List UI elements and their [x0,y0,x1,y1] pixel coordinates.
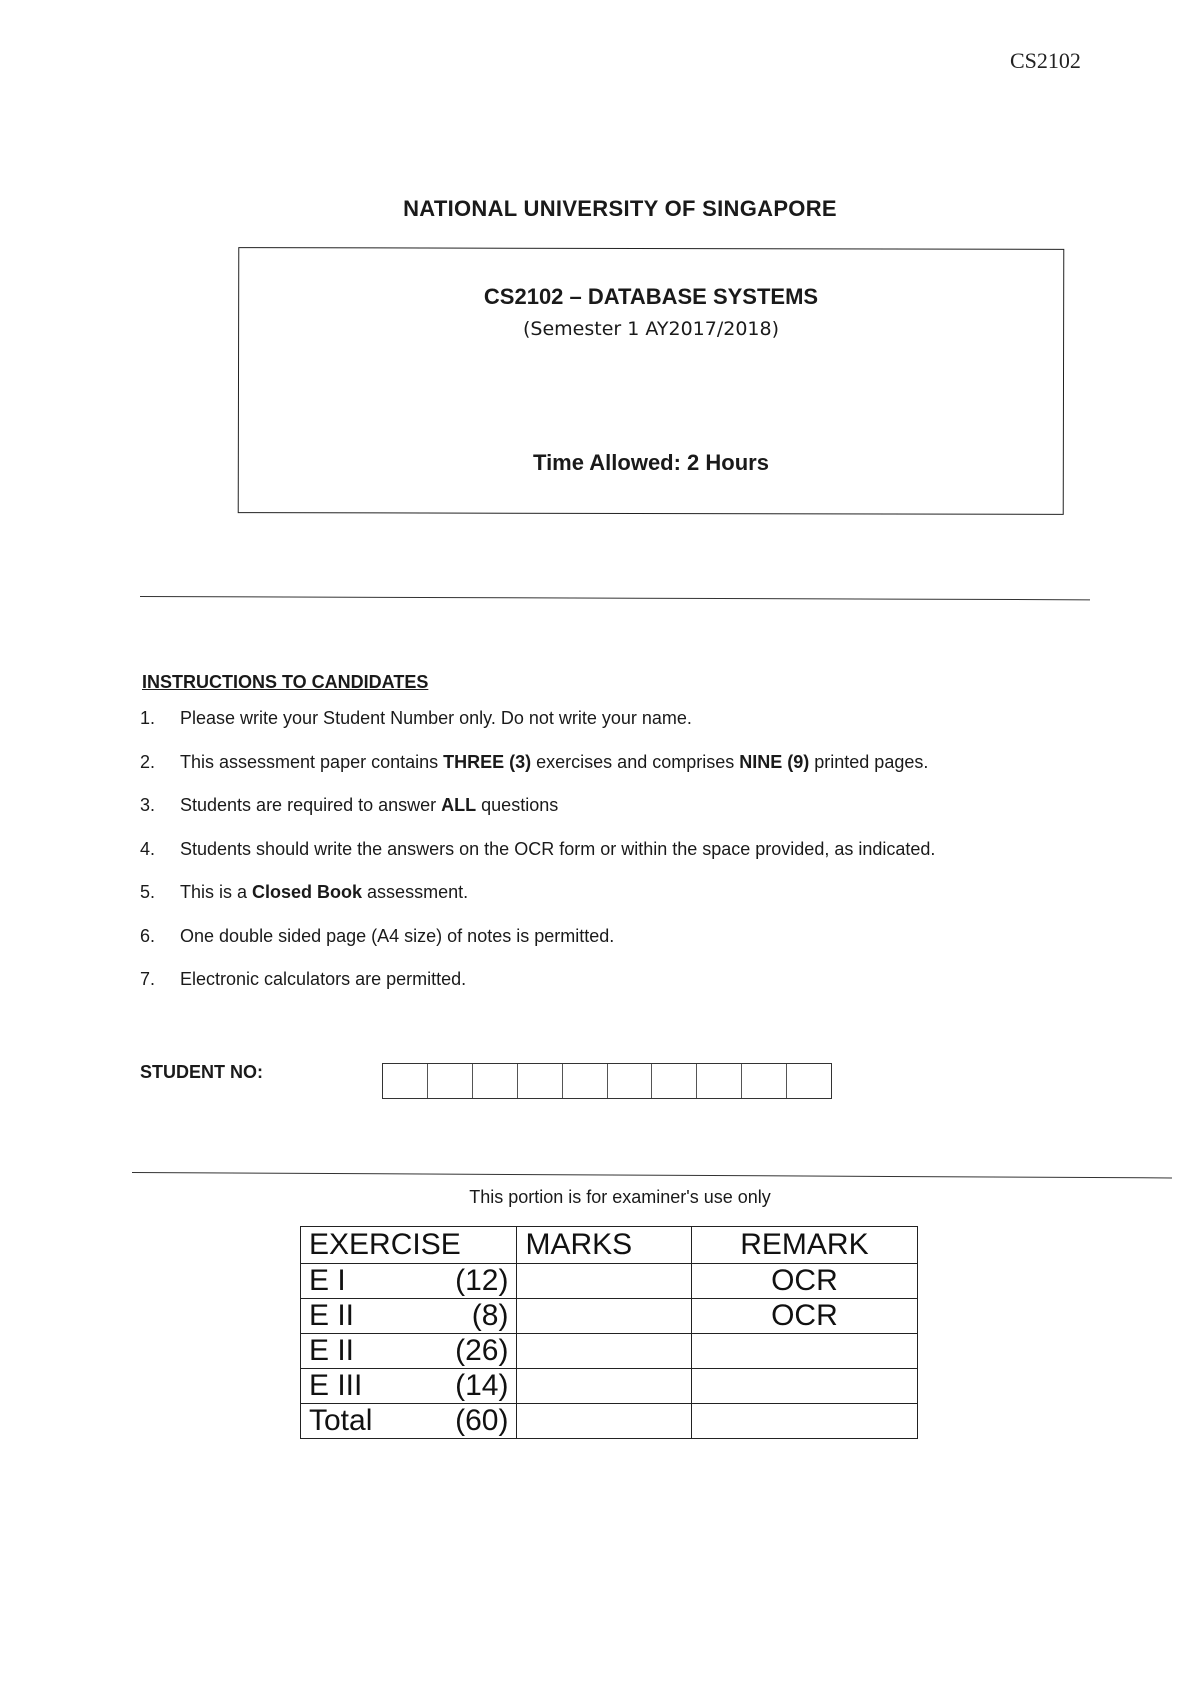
instruction-text [180,882,468,903]
table-row [301,1404,918,1439]
time-allowed: Time Allowed: 2 Hours [533,450,769,475]
student-number-digit-box[interactable] [383,1064,428,1098]
instructions-heading: INSTRUCTIONS TO CANDIDATES [142,672,429,692]
exercise-name: E III [309,1369,363,1402]
student-number-digit-box[interactable] [473,1064,518,1098]
instruction-text-part: This assessment paper contains [180,751,444,772]
marks-cell [517,1369,691,1404]
exercise-name: Total [309,1404,373,1437]
divider-line [140,596,1090,600]
instruction-number: 6. [140,925,156,946]
remark-cell [691,1369,917,1404]
instruction-emphasis: Closed Book [252,882,363,902]
instruction-number: 7. [140,969,156,989]
student-number-digit-box[interactable] [787,1064,831,1098]
header-exercise: EXERCISE [301,1227,517,1264]
student-number-digit-box[interactable] [428,1064,473,1098]
course-code-header: CS2102 [1010,48,1081,73]
header-remark: REMARK [691,1227,917,1264]
exam-title: CS2102 – DATABASE SYSTEMS [483,284,819,309]
table-row [301,1264,918,1299]
student-number-digit-box[interactable] [652,1064,697,1098]
table-row [301,1369,918,1404]
remark-cell: OCR [691,1264,917,1299]
remark-cell [691,1334,917,1369]
instruction-text-part: exercises and comprises [531,751,740,772]
instruction-item [140,882,1100,926]
instruction-text: Electronic calculators are permitted. [180,969,467,989]
exercise-points: (26) [455,1334,509,1367]
instruction-text [180,795,558,816]
exercise-cell [301,1369,517,1404]
exercise-name: E I [309,1264,346,1297]
instruction-text-part: Students are required to answer [180,795,442,815]
instruction-emphasis: THREE (3) [443,751,532,772]
exercise-points: (60) [455,1404,509,1437]
instruction-item [140,752,1100,796]
divider-line [132,1172,1172,1178]
instruction-number: 5. [140,882,156,902]
table-row [301,1299,918,1334]
exercise-points: (8) [471,1299,509,1332]
exercise-cell [301,1299,517,1334]
instruction-number: 2. [140,751,156,772]
instruction-item [140,795,1100,839]
student-number-label: STUDENT NO: [140,1062,263,1082]
student-number-boxes[interactable] [382,1063,832,1099]
instruction-number: 3. [140,795,156,815]
student-number-digit-box[interactable] [518,1064,563,1098]
marks-cell [517,1299,691,1334]
examiner-use-note: This portion is for examiner's use only [469,1187,771,1207]
instruction-item [140,839,1100,883]
instruction-emphasis: ALL [441,795,477,815]
table-header-row [301,1227,918,1264]
marks-cell [517,1404,691,1439]
student-number-digit-box[interactable] [563,1064,608,1098]
instruction-text-part: assessment. [362,882,469,902]
table-row [301,1334,918,1369]
exercise-points: (14) [455,1369,509,1402]
instruction-text [180,752,928,773]
student-number-digit-box[interactable] [608,1064,653,1098]
exercise-cell [301,1264,517,1299]
instruction-text-part: This is a [180,882,253,902]
instruction-item [140,969,1100,1013]
instruction-item [140,708,1100,752]
instruction-emphasis: NINE (9) [739,751,810,772]
instruction-item [140,926,1100,970]
student-number-digit-box[interactable] [742,1064,787,1098]
instruction-number: 1. [140,708,156,728]
marks-cell [517,1334,691,1369]
exercise-cell [301,1404,517,1439]
exam-semester: (Semester 1 AY2017/2018) [522,318,780,340]
instructions-list [140,708,1100,1013]
university-name: NATIONAL UNIVERSITY OF SINGAPORE [403,196,837,221]
marks-cell [517,1264,691,1299]
instruction-text-part: printed pages. [809,751,929,772]
instruction-text: Students should write the answers on the OCR form or within the space provided, as indicated. [180,838,936,859]
student-number-digit-box[interactable] [697,1064,742,1098]
exercise-cell [301,1334,517,1369]
exercise-points: (12) [455,1264,509,1297]
remark-cell [691,1404,917,1439]
marks-table [300,1226,918,1439]
remark-cell: OCR [691,1299,917,1334]
instruction-text: Please write your Student Number only. Do not write your name. [180,708,692,728]
instruction-number: 4. [140,838,156,859]
instruction-text: One double sided page (A4 size) of notes is permitted. [180,925,615,946]
instruction-text-part: questions [476,795,559,815]
header-marks: MARKS [517,1227,691,1264]
exercise-name: E II [309,1299,355,1332]
exercise-name: E II [309,1334,355,1367]
